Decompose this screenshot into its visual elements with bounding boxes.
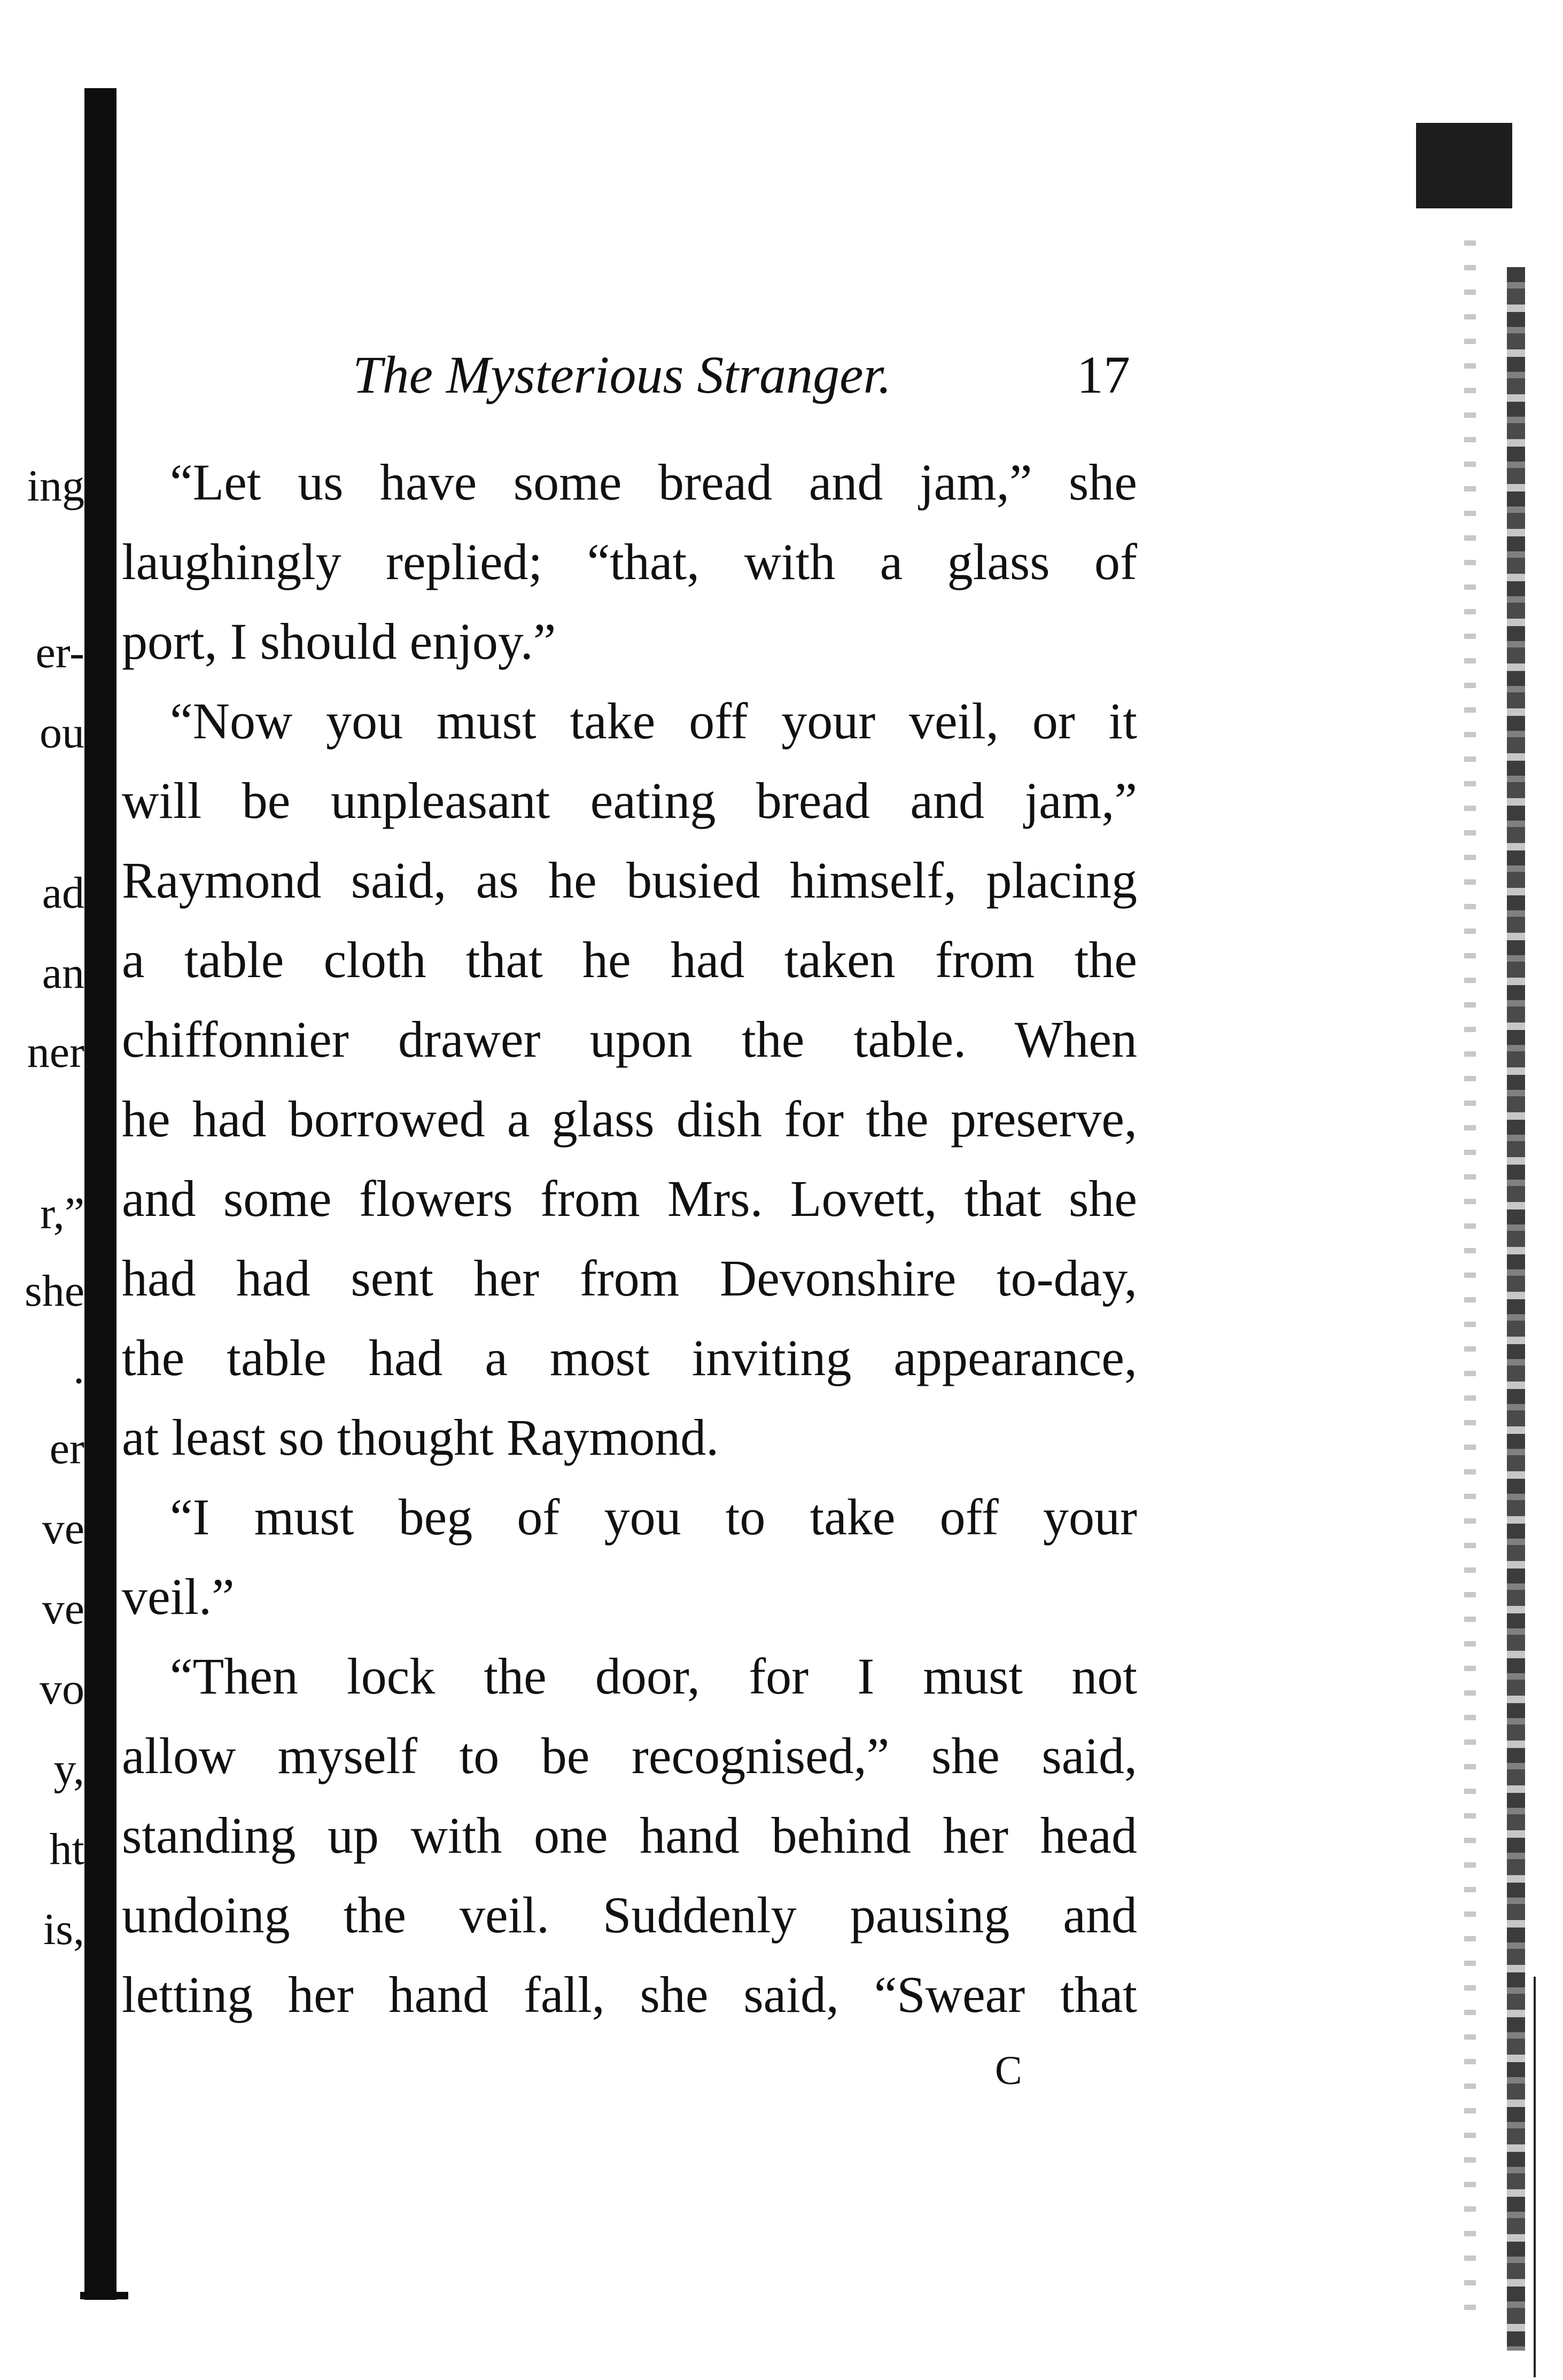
text-line: “Let us have some bread and jam,” she <box>170 454 1137 511</box>
facing-fragment: r,” <box>40 1189 84 1238</box>
text-line: a table cloth that he had taken from the <box>122 931 1137 988</box>
facing-fragment: ou <box>40 708 84 758</box>
text-line: “Then lock the door, for I must not <box>170 1648 1137 1705</box>
text-line: the table had a most inviting appearance, <box>122 1329 1137 1386</box>
text-line: at least so thought Raymond. <box>122 1409 719 1466</box>
edge-speckle-strip-secondary <box>1464 240 1476 2324</box>
binding-gutter-shadow <box>84 88 116 2300</box>
text-line: undoing the veil. Suddenly pausing and <box>122 1886 1137 1944</box>
facing-fragment: y, <box>53 1744 84 1794</box>
text-line: port, I should enjoy.” <box>122 613 556 670</box>
text-line: and some flowers from Mrs. Lovett, that she <box>122 1170 1137 1227</box>
facing-fragment: ve <box>42 1584 84 1634</box>
facing-fragment: vo <box>40 1664 84 1714</box>
edge-vertical-line <box>1534 1977 1536 2377</box>
edge-speckle-strip <box>1507 267 1525 2351</box>
text-line: he had borrowed a glass dish for the preserve, <box>122 1090 1137 1148</box>
binding-gutter-foot <box>80 2292 128 2299</box>
text-line: chiffonnier drawer upon the table. When <box>122 1011 1137 1068</box>
body-text <box>122 454 1137 2049</box>
running-title: The Mysterious Stranger. <box>353 345 892 404</box>
facing-fragment: . <box>73 1344 84 1393</box>
text-line: Raymond said, as he busied himself, placing <box>122 852 1137 909</box>
signature-mark: C <box>995 2048 1022 2093</box>
text-line: will be unpleasant eating bread and jam,” <box>122 772 1137 829</box>
facing-fragment: is, <box>43 1905 84 1954</box>
facing-fragment: ve <box>42 1504 84 1554</box>
edge-dark-block <box>1416 123 1512 208</box>
facing-fragment: ad <box>42 868 84 918</box>
facing-fragment: an <box>42 948 84 998</box>
facing-fragment: er <box>49 1424 84 1473</box>
page-number: 17 <box>1077 345 1130 404</box>
text-line: “I must beg of you to take off your <box>170 1488 1137 1546</box>
facing-fragment: ht <box>49 1824 84 1874</box>
facing-fragment: she <box>25 1266 84 1316</box>
text-line: letting her hand fall, she said, “Swear that <box>122 1966 1137 2023</box>
facing-fragment: er- <box>35 628 84 677</box>
page-edge-artifacts <box>1357 107 1539 2340</box>
facing-page-fragments <box>0 0 84 2380</box>
facing-fragment: ing <box>27 461 84 511</box>
facing-fragment: ner <box>27 1027 84 1077</box>
text-line: allow myself to be recognised,” she said, <box>122 1727 1137 1784</box>
text-line: had had sent her from Devonshire to-day, <box>122 1250 1137 1307</box>
text-line: laughingly replied; “that, with a glass of <box>122 533 1137 590</box>
text-line: standing up with one hand behind her head <box>122 1807 1137 1864</box>
text-line: “Now you must take off your veil, or it <box>170 692 1137 750</box>
text-line: veil.” <box>122 1568 235 1625</box>
